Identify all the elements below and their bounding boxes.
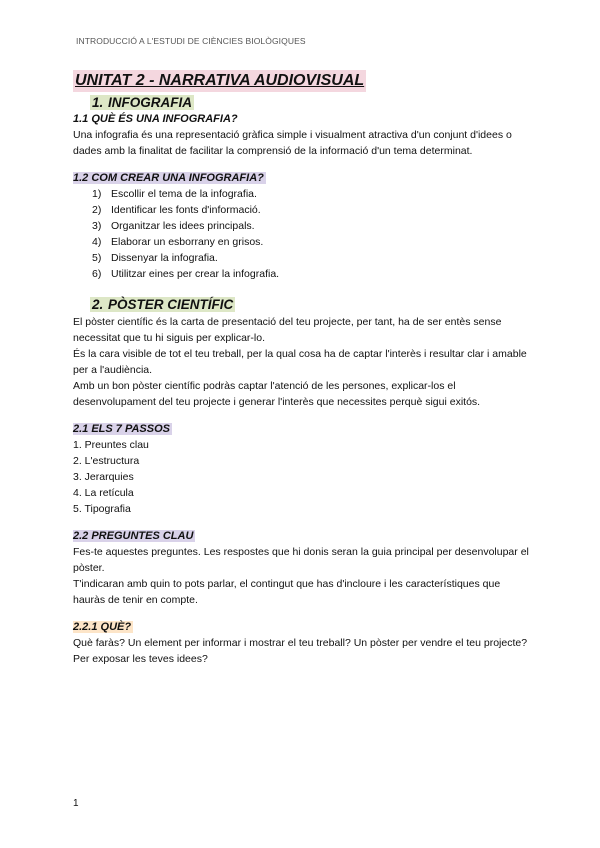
que-paragraph: Què faràs? Un element per informar i mostrar el teu treball? Un pòster per vendre el teu projecte? Per exposar les teves idees? [73, 637, 528, 665]
list-item: 5. Tipografia [73, 503, 131, 515]
section-1-number: 1. [92, 95, 104, 110]
poster-paragraph: És la cara visible de tot el teu treball, per la qual cosa ha de captar l'interès i resultar clar i amable per a l'audiència. [73, 348, 527, 376]
list-item: 2. L'estructura [73, 455, 140, 467]
questions-paragraph: Fes-te aquestes preguntes. Les respostes que hi donis seran la guia principal per desenvolupar el pòster. [73, 546, 529, 574]
poster-paragraph: El pòster científic és la carta de presentació del teu projecte, per tant, ha de ser entès sense necessitat que tu hi siguis per explicar-lo. [73, 316, 502, 344]
section-2-number: 2. [92, 297, 104, 312]
list-item: 6) Utilitzar eines per crear la infografia. [92, 268, 280, 280]
list-item: 5) Dissenyar la infografia. [92, 252, 218, 264]
section-1-1-heading: 1.1 QUÈ ÉS UNA INFOGRAFIA? [73, 113, 238, 125]
page-content [73, 70, 533, 667]
section-1-1-text: Una infografia és una representació gràfica simple i visualment atractiva d'un conjunt d'idees o dades amb la finalitat de facilitar la comprensió de la informació d'un tema determinat. [73, 129, 512, 157]
poster-paragraph: Amb un bon pòster científic podràs captar l'atenció de les persones, explicar-los el desenvolupament del teu projecte i generar l'interès que necessites perquè sigui exitós. [73, 380, 481, 408]
list-item: 1. Preuntes clau [73, 439, 149, 451]
section-2-1-heading: 2.1 ELS 7 PASSOS [73, 423, 171, 435]
infografia-steps-list [73, 186, 533, 282]
unit-title: UNITAT 2 - NARRATIVA AUDIOVISUAL [73, 70, 366, 92]
list-item: 1) Escollir el tema de la infografia. [92, 188, 257, 200]
section-2-2-heading: 2.2 PREGUNTES CLAU [73, 530, 194, 542]
list-item: 3. Jerarquies [73, 471, 134, 483]
section-1-heading [90, 94, 533, 112]
list-item: 4. La retícula [73, 487, 134, 499]
seven-steps-list [73, 437, 533, 517]
list-item: 4) Elaborar un esborrany en grisos. [92, 236, 264, 248]
section-1-title: INFOGRAFIA [108, 95, 192, 110]
running-header: INTRODUCCIÓ A L'ESTUDI DE CIÈNCIES BIOLÒGIQUES [76, 36, 306, 46]
questions-paragraph: T'indicaran amb quin to pots parlar, el contingut que has d'incloure i les característiques que hauràs de tenir en compte. [73, 578, 501, 606]
section-2-heading [90, 296, 533, 314]
list-item: 2) Identificar les fonts d'informació. [92, 204, 261, 216]
page-number: 1 [73, 798, 79, 809]
section-1-2-heading: 1.2 COM CREAR UNA INFOGRAFIA? [73, 172, 264, 184]
list-item: 3) Organitzar les idees principals. [92, 220, 255, 232]
section-2-2-1-heading: 2.2.1 QUÈ? [73, 621, 132, 633]
section-2-title: PÒSTER CIENTÍFIC [108, 297, 234, 312]
